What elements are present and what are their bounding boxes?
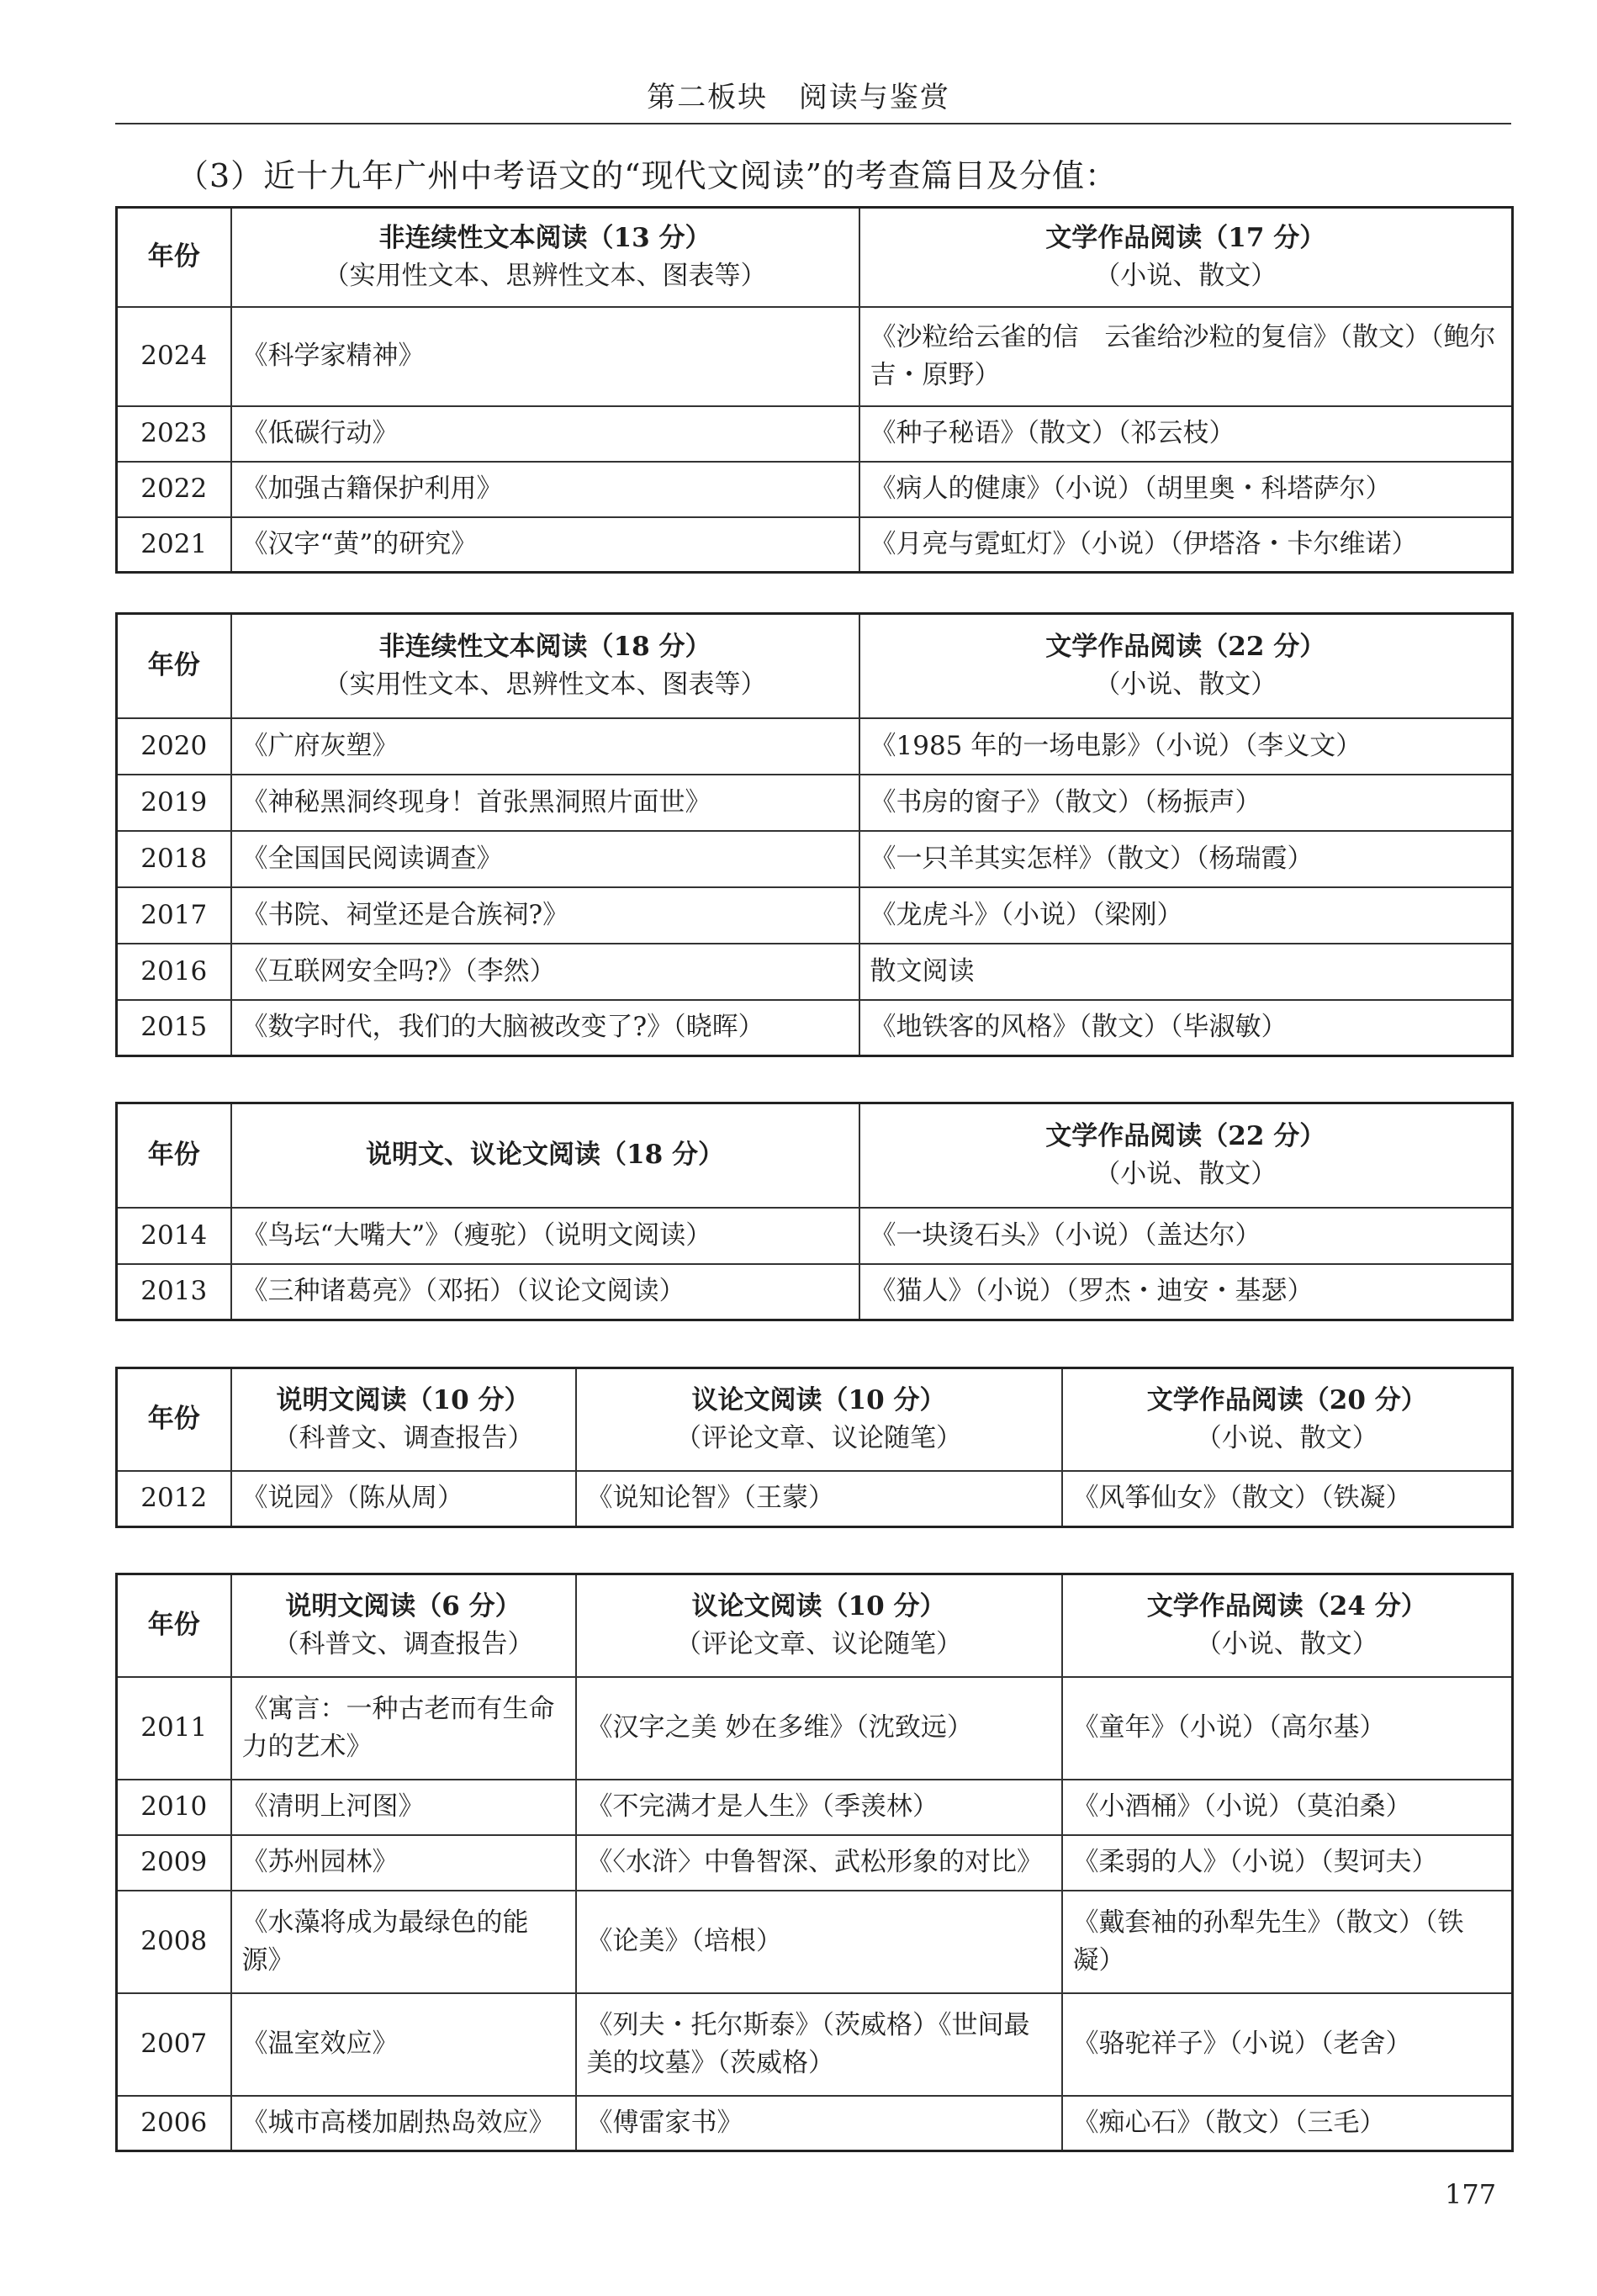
table-row (117, 307, 1513, 406)
header-main: 议论文阅读（10 分） (691, 1590, 946, 1621)
table-row (117, 718, 1513, 775)
cell: 《说知论智》（王蒙） (576, 1471, 1062, 1527)
header-sub: （评论文章、议论随笔） (675, 1422, 962, 1453)
year-cell: 2006 (117, 2096, 231, 2151)
year-cell: 2012 (117, 1471, 231, 1527)
year-cell: 2023 (117, 406, 231, 462)
year-cell: 2015 (117, 1000, 231, 1056)
table-row (117, 887, 1513, 944)
exam-table-2015-2020 (115, 612, 1514, 1057)
header-column (231, 614, 859, 718)
header-main: 说明文、议论文阅读（18 分） (366, 1140, 724, 1171)
table-row (117, 1891, 1513, 1993)
year-cell: 2010 (117, 1780, 231, 1835)
table-row (117, 944, 1513, 1000)
cell: 《种子秘语》（散文）（祁云枝） (859, 406, 1513, 462)
cell: 《龙虎斗》（小说）（梁刚） (859, 887, 1513, 944)
header-column (1062, 1574, 1513, 1677)
cell: 《书院、祠堂还是合族祠?》 (231, 887, 859, 944)
header-column (859, 208, 1513, 307)
year-cell: 2024 (117, 307, 231, 406)
page-header (0, 74, 1597, 115)
year-cell: 2016 (117, 944, 231, 1000)
cell: 《广府灰塑》 (231, 718, 859, 775)
year-cell: 2022 (117, 462, 231, 517)
cell: 《温室效应》 (231, 1993, 576, 2096)
header-year: 年份 (117, 614, 231, 718)
cell: 《水藻将成为最绿色的能源》 (231, 1891, 576, 1993)
table-header-row (117, 1574, 1513, 1677)
table-header-row (117, 614, 1513, 718)
year-cell: 2018 (117, 831, 231, 887)
header-year: 年份 (117, 1574, 231, 1677)
header-main: 议论文阅读（10 分） (691, 1384, 946, 1415)
header-sub: （科普文、调查报告） (272, 1628, 534, 1659)
table-header-row (117, 1103, 1513, 1208)
header-divider (115, 123, 1511, 124)
header-main: 说明文阅读（6 分） (285, 1590, 521, 1621)
header-sub: （小说、散文） (1094, 1158, 1277, 1189)
header-main: 文学作品阅读（22 分） (1045, 631, 1326, 662)
header-column (231, 1368, 576, 1471)
table-row (117, 831, 1513, 887)
year-cell: 2020 (117, 718, 231, 775)
cell: 《一块烫石头》（小说）（盖达尔） (859, 1208, 1513, 1264)
table-row (117, 2096, 1513, 2151)
cell: 《痴心石》（散文）（三毛） (1062, 2096, 1513, 2151)
table-row (117, 1780, 1513, 1835)
header-main: 说明文阅读（10 分） (276, 1384, 531, 1415)
cell: 《风筝仙女》（散文）（铁凝） (1062, 1471, 1513, 1527)
table-row (117, 1264, 1513, 1320)
cell: 《沙粒给云雀的信 云雀给沙粒的复信》（散文）（鲍尔吉・原野） (859, 307, 1513, 406)
section-title: 阅读与鉴赏 (798, 81, 950, 114)
header-sub: （实用性文本、思辨性文本、图表等） (323, 260, 767, 291)
header-sub: （评论文章、议论随笔） (675, 1628, 962, 1659)
table-row (117, 775, 1513, 831)
cell: 《低碳行动》 (231, 406, 859, 462)
header-sub: （小说、散文） (1195, 1628, 1378, 1659)
cell: 《1985 年的一场电影》（小说）（李义文） (859, 718, 1513, 775)
cell: 《鸟坛“大嘴大”》（瘦驼）（说明文阅读） (231, 1208, 859, 1264)
cell: 《列夫・托尔斯泰》（茨威格）《世间最美的坟墓》（茨威格） (576, 1993, 1062, 2096)
cell: 《书房的窗子》（散文）（杨振声） (859, 775, 1513, 831)
table-row (117, 517, 1513, 573)
cell: 《三种诸葛亮》（邓拓）（议论文阅读） (231, 1264, 859, 1320)
year-cell: 2008 (117, 1891, 231, 1993)
cell: 《数字时代，我们的大脑被改变了?》（晓晖） (231, 1000, 859, 1056)
header-year: 年份 (117, 208, 231, 307)
cell: 《科学家精神》 (231, 307, 859, 406)
cell: 《加强古籍保护利用》 (231, 462, 859, 517)
cell: 《互联网安全吗?》（李然） (231, 944, 859, 1000)
cell: 《柔弱的人》（小说）（契诃夫） (1062, 1835, 1513, 1891)
cell: 《寓言：一种古老而有生命力的艺术》 (231, 1677, 576, 1780)
cell: 《论美》（培根） (576, 1891, 1062, 1993)
cell: 《一只羊其实怎样》（散文）（杨瑞霞） (859, 831, 1513, 887)
table-row (117, 1000, 1513, 1056)
header-column (576, 1368, 1062, 1471)
table-header-row (117, 208, 1513, 307)
table-row (117, 1993, 1513, 2096)
year-cell: 2011 (117, 1677, 231, 1780)
cell: 《月亮与霓虹灯》（小说）（伊塔洛・卡尔维诺） (859, 517, 1513, 573)
header-sub: （科普文、调查报告） (272, 1422, 534, 1453)
header-column (231, 1574, 576, 1677)
table-row (117, 406, 1513, 462)
cell: 《病人的健康》（小说）（胡里奥・科塔萨尔） (859, 462, 1513, 517)
cell: 《猫人》（小说）（罗杰・迪安・基瑟） (859, 1264, 1513, 1320)
cell: 《小酒桶》（小说）（莫泊桑） (1062, 1780, 1513, 1835)
header-column (231, 208, 859, 307)
table-row (117, 1677, 1513, 1780)
header-main: 非连续性文本阅读（13 分） (378, 222, 711, 253)
cell: 《说园》（陈从周） (231, 1471, 576, 1527)
cell: 《地铁客的风格》（散文）（毕淑敏） (859, 1000, 1513, 1056)
cell: 《汉字之美 妙在多维》（沈致远） (576, 1677, 1062, 1780)
cell: 《全国国民阅读调查》 (231, 831, 859, 887)
cell: 散文阅读 (859, 944, 1513, 1000)
year-cell: 2021 (117, 517, 231, 573)
year-cell: 2017 (117, 887, 231, 944)
page-number: 177 (1445, 2178, 1497, 2210)
cell: 《戴套袖的孙犁先生》（散文）（铁凝） (1062, 1891, 1513, 1993)
cell: 《不完满才是人生》（季羡林） (576, 1780, 1062, 1835)
section-label: 第二板块 (647, 81, 769, 114)
header-column (859, 1103, 1513, 1208)
exam-table-2006-2011 (115, 1573, 1514, 2152)
year-cell: 2007 (117, 1993, 231, 2096)
cell: 《汉字“黄”的研究》 (231, 517, 859, 573)
header-column (1062, 1368, 1513, 1471)
table-header-row (117, 1368, 1513, 1471)
cell: 《骆驼祥子》（小说）（老舍） (1062, 1993, 1513, 2096)
cell: 《城市高楼加剧热岛效应》 (231, 2096, 576, 2151)
header-main: 文学作品阅读（24 分） (1146, 1590, 1427, 1621)
header-sub: （小说、散文） (1195, 1422, 1378, 1453)
table-row (117, 1471, 1513, 1527)
cell: 《苏州园林》 (231, 1835, 576, 1891)
year-cell: 2014 (117, 1208, 231, 1264)
intro-text: （3）近十九年广州中考语文的“现代文阅读”的考查篇目及分值： (177, 157, 1118, 194)
table-row (117, 1835, 1513, 1891)
header-sub: （小说、散文） (1094, 260, 1277, 291)
table-row (117, 462, 1513, 517)
year-cell: 2019 (117, 775, 231, 831)
header-column (231, 1103, 859, 1208)
header-main: 文学作品阅读（17 分） (1045, 222, 1326, 253)
cell: 《神秘黑洞终现身！首张黑洞照片面世》 (231, 775, 859, 831)
cell: 《〈水浒〉中鲁智深、武松形象的对比》 (576, 1835, 1062, 1891)
table-row (117, 1208, 1513, 1264)
exam-table-2012 (115, 1367, 1514, 1528)
header-column (859, 614, 1513, 718)
header-sub: （小说、散文） (1094, 669, 1277, 700)
cell: 《傅雷家书》 (576, 2096, 1062, 2151)
header-column (576, 1574, 1062, 1677)
cell: 《童年》（小说）（高尔基） (1062, 1677, 1513, 1780)
exam-table-2021-2024 (115, 206, 1514, 574)
header-main: 文学作品阅读（22 分） (1045, 1120, 1326, 1151)
header-sub: （实用性文本、思辨性文本、图表等） (323, 669, 767, 700)
header-main: 文学作品阅读（20 分） (1146, 1384, 1427, 1415)
year-cell: 2009 (117, 1835, 231, 1891)
cell: 《清明上河图》 (231, 1780, 576, 1835)
exam-table-2013-2014 (115, 1102, 1514, 1321)
header-main: 非连续性文本阅读（18 分） (378, 631, 711, 662)
year-cell: 2013 (117, 1264, 231, 1320)
header-year: 年份 (117, 1103, 231, 1208)
header-year: 年份 (117, 1368, 231, 1471)
